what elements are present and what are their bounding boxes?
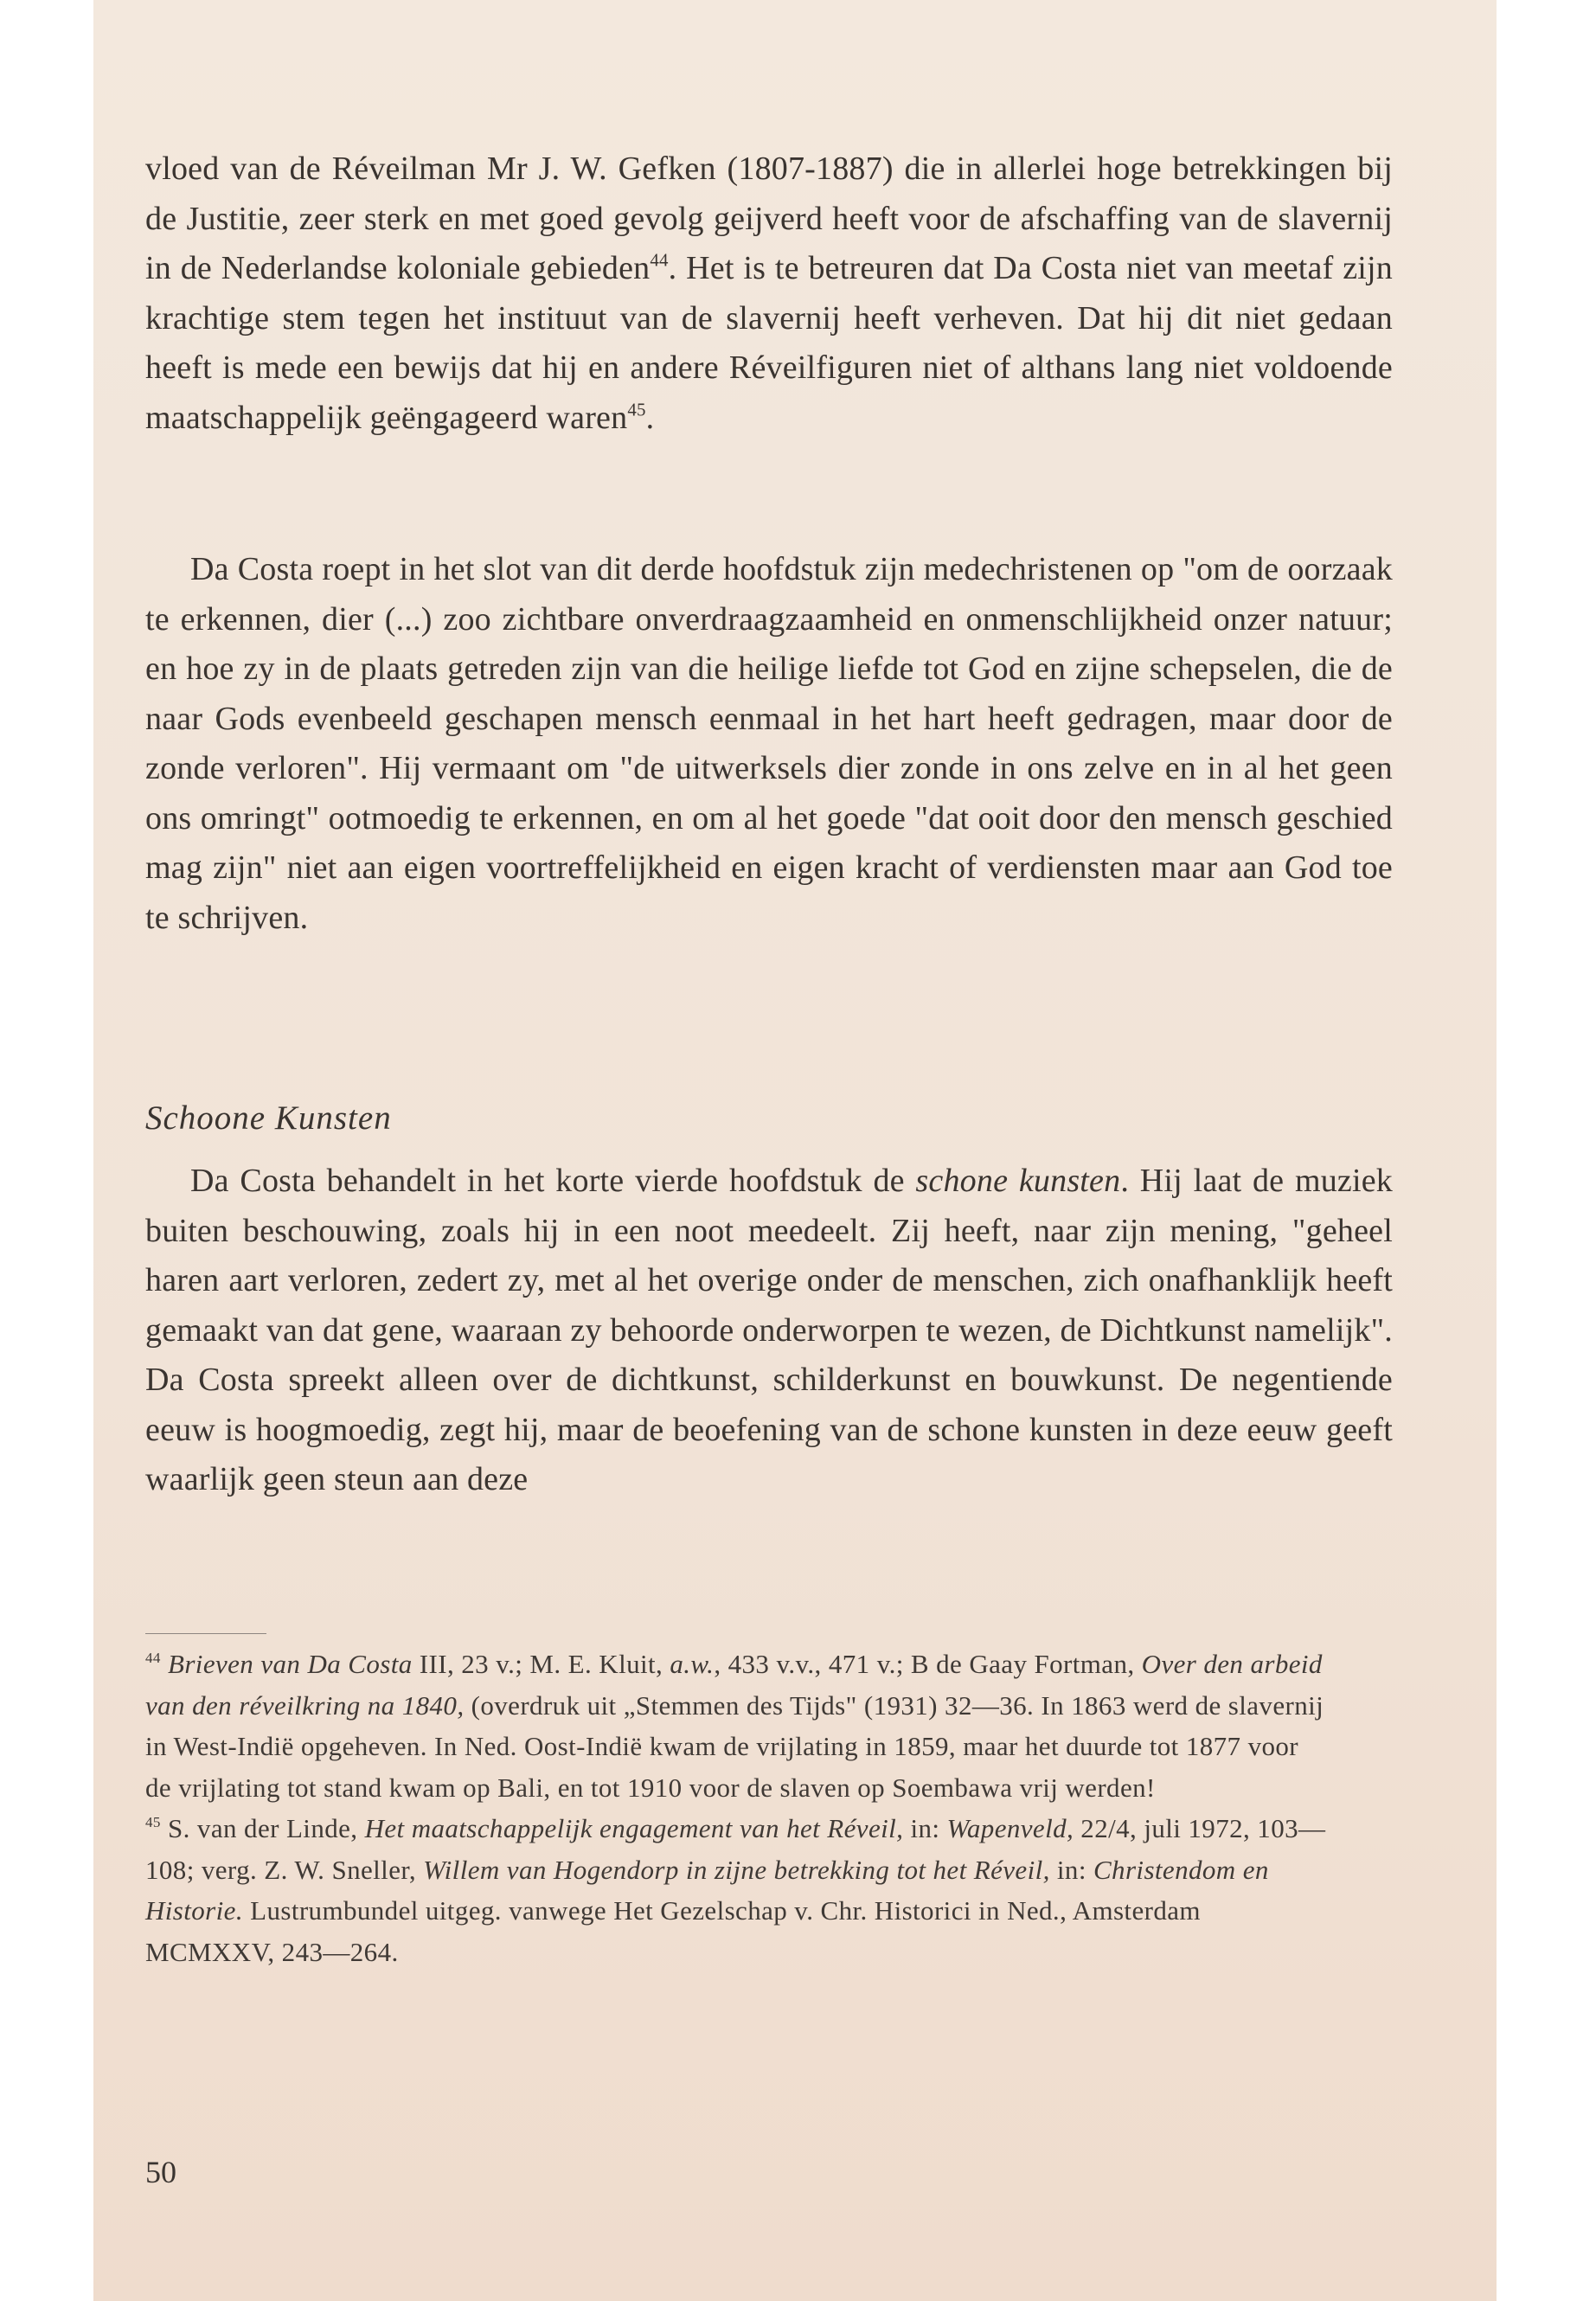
- footnote-title: Het maatschappelijk engagement van het Réveil,: [364, 1813, 904, 1843]
- page-number: 50: [145, 2155, 176, 2189]
- paragraph-3-text: Da Costa behandelt in het korte vierde hoofdstuk de: [190, 1163, 916, 1199]
- footnote-abbr: a.w.: [670, 1649, 715, 1679]
- footnote-number: 44: [145, 1650, 161, 1667]
- footnote-text: (overdruk uit „Stemmen des Tijds" (1931) 32—36. In 1863 werd de slavernij in West-Indië opgeheven. In Ned. Oost-Indië kwam de vrijlating in 1859, maar het duurde tot 1877 voor de vrijlating tot stand kwam op Bali, en tot 1910 voor de slaven op Soembawa vrij werden!: [145, 1689, 1324, 1803]
- footnote-text: , 433 v.v., 471 v.; B de Gaay Fortman,: [714, 1649, 1142, 1679]
- footnote-text: in:: [903, 1813, 947, 1843]
- paragraph-3-text: . Hij laat de muziek buiten beschouwing, zoals hij in een noot meedeelt. Zij heeft, naar zijn mening, "geheel haren aart verloren, zedert zy, met al het overige onder de menschen, zich onafhanklijk heeft gemaakt van dat gene, waaraan zy behoorde onderworpen te wezen, de Dichtkunst namelijk". Da Costa spreekt alleen over de dichtkunst, schilderkunst en bouwkunst. De negentiende eeuw is hoogmoedig, zegt hij, maar de beoefening van de schone kunsten in deze eeuw geeft waarlijk geen steun aan deze: [145, 1163, 1393, 1497]
- footnote-title: Wapenveld,: [946, 1813, 1074, 1843]
- footnote-text: III, 23 v.; M. E. Kluit,: [412, 1649, 670, 1679]
- paragraph-1-text: vloed van de Réveilman Mr J. W. Gefken (1807-1887) die in allerlei hoge betrekkingen bij de Justitie, zeer sterk en met goed gevolg geijverd heeft voor de afschaffing van de slavernij in de Nederlandse koloniale gebieden: [145, 151, 1393, 286]
- footnote-text: S. van der Linde,: [160, 1813, 365, 1843]
- footnote-title: Christendom en Historie.: [145, 1854, 1269, 1926]
- paragraph-3-italic: schone kunsten: [915, 1163, 1121, 1199]
- footnotes: [145, 1644, 1330, 1972]
- footnote-text: in:: [1049, 1854, 1093, 1885]
- footnote-ref-44: 44: [650, 249, 669, 271]
- paragraph-2: [145, 545, 1393, 943]
- paragraph-1: [145, 144, 1393, 443]
- footnote-45: [145, 1808, 1330, 1972]
- footnote-text: 22/4, juli 1972, 103—108; verg. Z. W. Sneller,: [145, 1813, 1326, 1885]
- footnote-title: Brieven van Da Costa: [168, 1649, 413, 1679]
- paragraph-1-text: .: [645, 399, 655, 436]
- footnote-ref-45: 45: [627, 398, 646, 420]
- footnote-text: Lustrumbundel uitgeg. vanwege Het Gezelschap v. Chr. Historici in Ned., Amsterdam MCMXXV, 243—264.: [145, 1895, 1201, 1967]
- paragraph-3: [145, 1157, 1393, 1505]
- footnote-number: 45: [145, 1814, 161, 1831]
- footnote-title: Willem van Hogendorp in zijne betrekking tot het Réveil,: [423, 1854, 1050, 1885]
- paragraph-2-text: Da Costa roept in het slot van dit derde hoofdstuk zijn medechristenen op "om de oorzaak te erkennen, dier (...) zoo zichtbare onverdraagzaamheid en onmenschlijkheid onzer natuur; en hoe zy in de plaats getreden zijn van die heilige liefde tot God en zijne schepselen, die de naar Gods evenbeeld geschapen mensch eenmaal in het hart heeft gedragen, maar door de zonde verloren". Hij vermaant om "de uitwerksels dier zonde in ons zelve en in al het geen ons omringt" ootmoedig te erkennen, en om al het goede "dat ooit door den mensch geschied mag zijn" niet aan eigen voortreffelijkheid en eigen kracht of verdiensten maar aan God toe te schrijven.: [145, 551, 1393, 936]
- footnote-title: Over den arbeid van den réveilkring na 1840,: [145, 1649, 1323, 1721]
- footnote-divider: [145, 1633, 266, 1634]
- footnote-44: [145, 1644, 1330, 1808]
- section-heading: Schoone Kunsten: [145, 1099, 392, 1137]
- paragraph-1-text: . Het is te betreuren dat Da Costa niet van meetaf zijn krachtige stem tegen het instituut van de slavernij heeft verheven. Dat hij dit niet gedaan heeft is mede een bewijs dat hij en andere Réveilfiguren niet of althans lang niet voldoende maatschappelijk geëngageerd waren: [145, 250, 1394, 436]
